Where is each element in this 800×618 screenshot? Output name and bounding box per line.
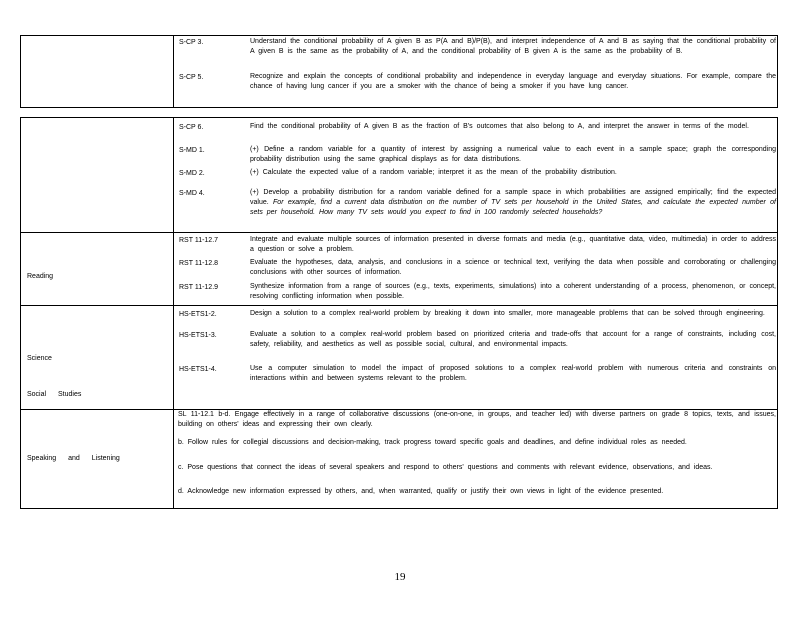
subject-label-science: Science: [27, 355, 52, 362]
standard-code: S-CP 5.: [179, 74, 204, 81]
standard-code: S-CP 6.: [179, 124, 204, 131]
subject-label-reading: Reading: [27, 273, 54, 280]
standard-text: Understand the conditional probability of A given B as P(A and B)/P(B), and interpret independence of A and B as saying that the conditional probability of A given B is the same as the probability of A, and the conditional probability of B given A is the same as the probability of B.: [250, 38, 776, 55]
page-number: 19: [394, 571, 406, 583]
column-divider: [173, 36, 174, 107]
standard-text-example: For example, find a current data distribution on the number of TV sets per household in the United States, and calculate the expected number of sets per household. How many TV sets would you expect to find in 100 randomly selected households?: [250, 199, 776, 216]
standard-text: Synthesize information from a range of sources (e.g., texts, experiments, simulations) into a coherent understanding of a process, phenomenon, or concept, resolving conflicting information when possible.: [250, 283, 776, 300]
standards-table-top: [20, 35, 778, 108]
standard-code: S-MD 2.: [179, 170, 205, 177]
standard-text: Recognize and explain the concepts of conditional probability and independence in everyday language and everyday situations. For example, compare the chance of having lung cancer if you are a smoker with the chance of being a smoker if you have lung cancer.: [250, 73, 776, 90]
standard-text: Design a solution to a complex real-world problem by breaking it down into smaller, more manageable problems that can be solved through engineering.: [250, 310, 765, 317]
standard-code: HS-ETS1-2.: [179, 311, 217, 318]
standard-code: S-MD 4.: [179, 190, 205, 197]
standard-text: Find the conditional probability of A given B as the fraction of B's outcomes that also belong to A, and interpret the answer in terms of the model.: [250, 123, 749, 130]
standards-table-main: [20, 117, 778, 509]
standard-code: S-MD 1.: [179, 147, 205, 154]
standard-text: SL 11-12.1 b-d. Engage effectively in a range of collaborative discussions (one-on-one, in groups, and teacher led) with diverse partners on grade 8 topics, texts, and issues, building on others' ideas and expressing their own clearly.: [178, 411, 776, 428]
standard-code: RST 11-12.8: [179, 260, 219, 267]
row-divider: [21, 232, 777, 233]
standard-code: HS-ETS1-3.: [179, 332, 217, 339]
standard-code: S-CP 3.: [179, 39, 204, 46]
standard-code: HS-ETS1-4.: [179, 366, 217, 373]
subject-label-social-studies: Social Studies: [27, 391, 82, 398]
standard-text: (+) Define a random variable for a quantity of interest by assigning a numerical value to each event in a sample space; graph the corresponding probability distribution using the same graphical displays as for data distributions.: [250, 146, 776, 163]
standard-code: RST 11-12.9: [179, 284, 219, 291]
standard-subitem: b. Follow rules for collegial discussions and decision-making, track progress toward specific goals and deadlines, and define individual roles as needed.: [178, 439, 687, 446]
column-divider: [173, 118, 174, 508]
subject-label-speaking-listening: Speaking and Listening: [27, 455, 120, 462]
standard-text: Use a computer simulation to model the impact of proposed solutions to a complex real-world problem with numerous criteria and constraints on interactions within and between systems relevant to the problem.: [250, 365, 776, 382]
standard-text: Evaluate a solution to a complex real-world problem based on prioritized criteria and trade-offs that account for a range of constraints, including cost, safety, reliability, and aesthetics as well as possible social, cultural, and environmental impacts.: [250, 331, 776, 348]
standard-code: RST 11-12.7: [179, 237, 219, 244]
standard-subitem: c. Pose questions that connect the ideas of several speakers and respond to others' questions and comments with relevant evidence, observations, and ideas.: [178, 464, 713, 471]
standard-text: [250, 188, 776, 218]
standard-subitem: d. Acknowledge new information expressed by others, and, when warranted, qualify or justify their own views in light of the evidence presented.: [178, 488, 664, 495]
standard-text: Evaluate the hypotheses, data, analysis, and conclusions in a science or technical text, verifying the data when possible and corroborating or challenging conclusions with other sources of information.: [250, 259, 776, 276]
standard-text-plain: (+) Develop a probability distribution for a random variable defined for a sample space in which probabilities are assigned empirically; find the expected value.: [250, 189, 776, 206]
standard-text: (+) Calculate the expected value of a random variable; interpret it as the mean of the probability distribution.: [250, 169, 617, 176]
row-divider: [21, 305, 777, 306]
standard-text: Integrate and evaluate multiple sources of information presented in diverse formats and media (e.g., quantitative data, video, multimedia) in order to address a question or solve a problem.: [250, 236, 776, 253]
